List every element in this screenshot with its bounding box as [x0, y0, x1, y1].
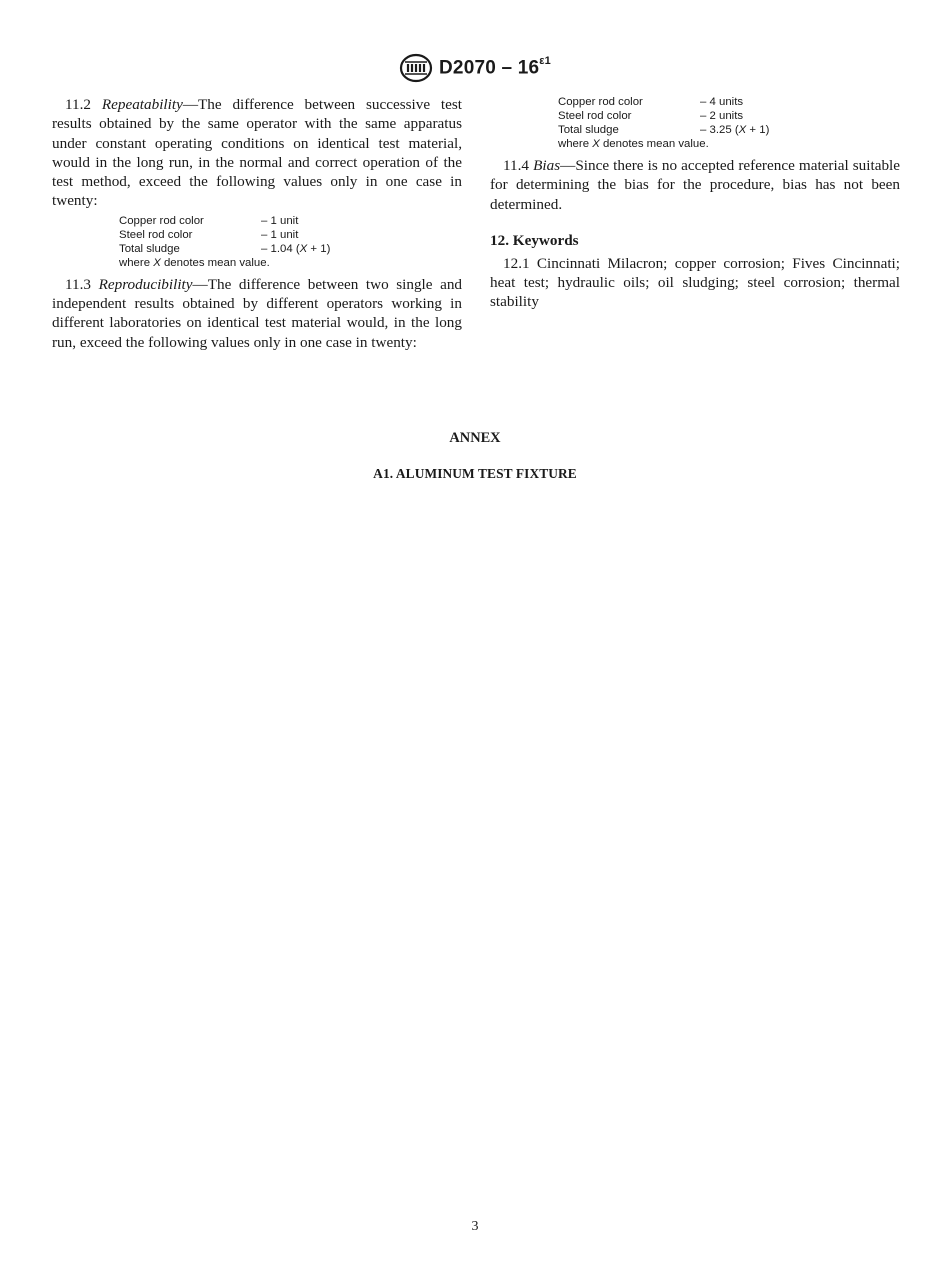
page-header: [0, 52, 950, 84]
paragraph-11-4: 11.4 Bias—Since there is no accepted reference material suitable for determining the bias for the procedure, bias has not been determined.: [490, 157, 900, 213]
reproducibility-values: [490, 95, 900, 151]
value-row: Steel rod color – 1 unit: [119, 228, 299, 241]
values-note: where X denotes mean value.: [558, 138, 709, 150]
section-heading-keywords: 12. Keywords: [490, 231, 579, 249]
left-column: [52, 95, 462, 352]
repeatability-values: [52, 214, 462, 270]
paragraph-12-1: 12.1 Cincinnati Milacron; copper corrosion; Fives Cincinnati; heat test; hydraulic oils; oil sludging; steel corrosion; thermal stability: [490, 254, 900, 311]
paragraph-11-3: 11.3 Reproducibility—The difference between two single and independent results obtained by different operators working in different laboratories on identical test material would, in the long run, exceed the following values only in one case in twenty:: [52, 275, 463, 351]
document-designation: $D2070 - 16^{\varepsilon 1}$: [439, 54, 551, 79]
annex-title: ANNEX: [449, 430, 501, 446]
value-row: Copper rod color – 1 unit: [119, 214, 299, 227]
value-row: Copper rod color – 4 units: [558, 96, 744, 108]
value-row: Total sludge – 1.04 (X + 1): [119, 242, 331, 255]
right-column: [490, 95, 900, 312]
annex-subtitle: A1. ALUMINUM TEST FIXTURE: [373, 466, 577, 481]
value-row: Total sludge – 3.25 (X + 1): [558, 124, 770, 136]
values-note: where X denotes mean value.: [119, 256, 270, 269]
page-number: 3: [471, 1219, 479, 1234]
designation-superscript: ε1: [539, 54, 551, 67]
astm-logo-icon: [399, 53, 433, 83]
paragraph-11-2: 11.2 Repeatability—The difference between successive test results obtained by the same operator with the same apparatus under constant operating conditions on identical test material, would in the long run, in the normal and correct operation of the test method, exceed the following values only in one case in twenty:: [52, 96, 462, 210]
value-row: Steel rod color – 2 units: [558, 110, 744, 122]
